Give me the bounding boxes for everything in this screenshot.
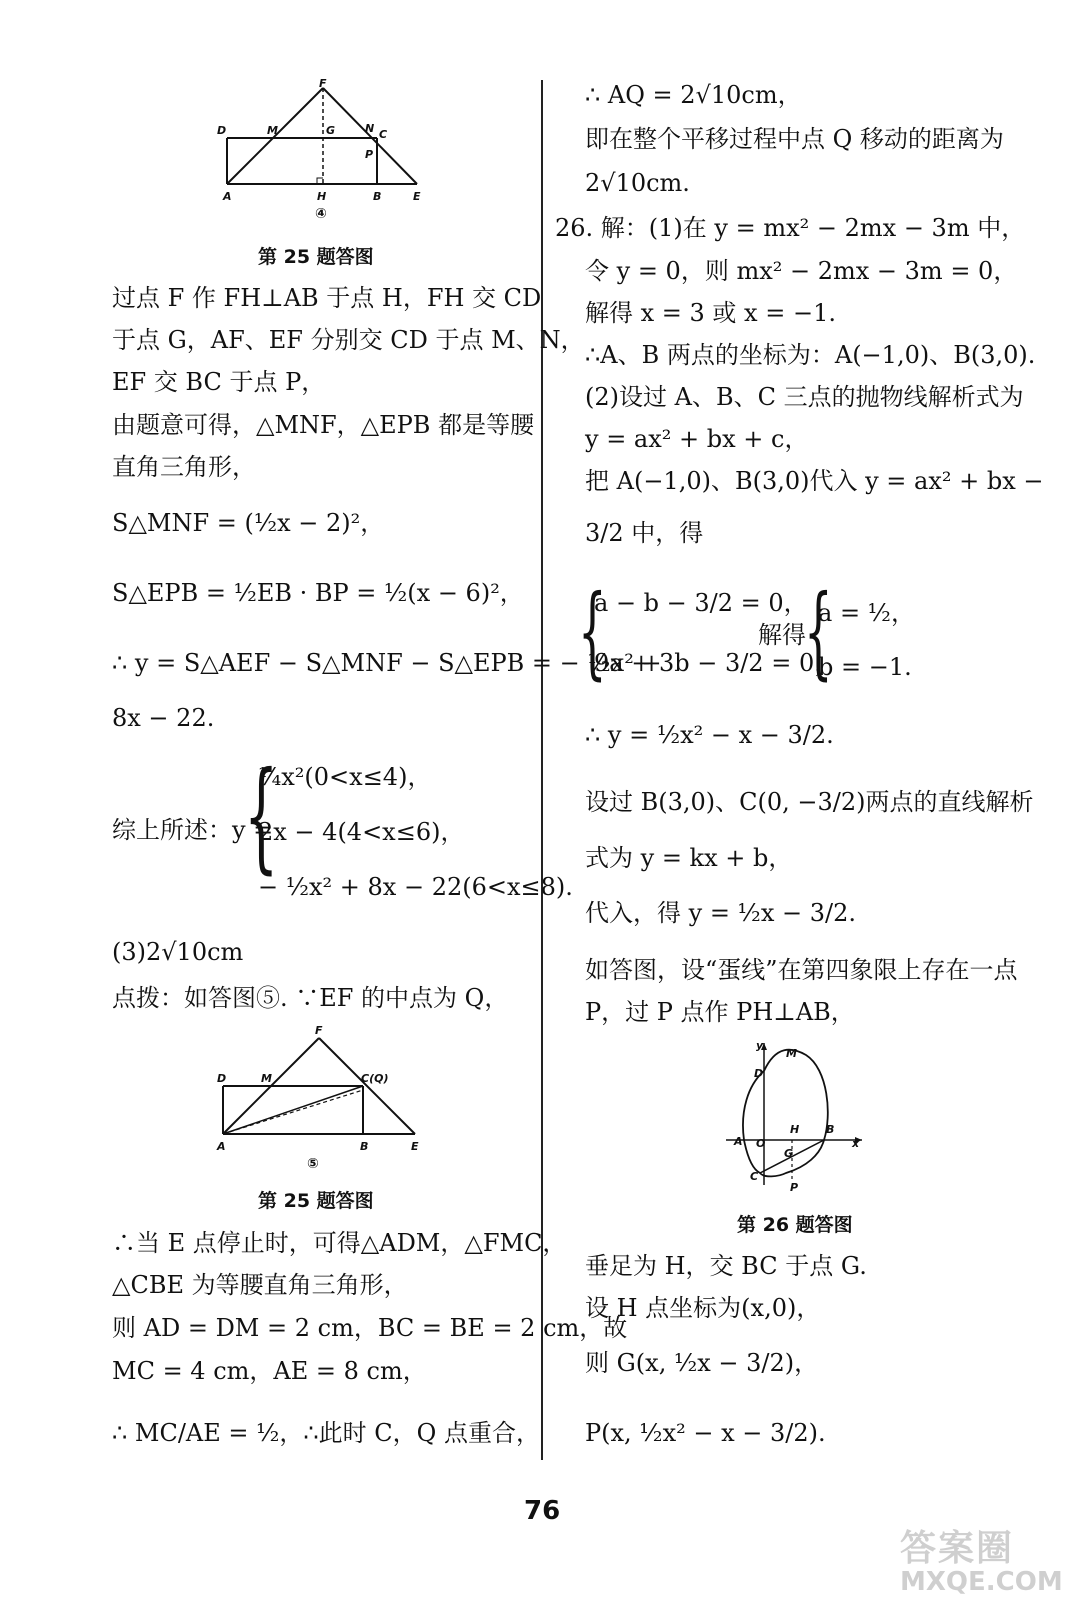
text-line: 则 G(x, ½x − 3/2)， bbox=[585, 1349, 819, 1377]
q26-line: ∴A、B 两点的坐标为：A(−1,0)、B(3,0). bbox=[585, 341, 1036, 369]
formula-line: S△MNF = (½x − 2)²， bbox=[112, 509, 385, 537]
fig5-label: M bbox=[261, 1072, 272, 1085]
text-line: 于点 G，AF、EF 分别交 CD 于点 M、N， bbox=[112, 326, 585, 354]
fig26-label: D bbox=[754, 1067, 764, 1080]
text-line: 直角三角形， bbox=[112, 453, 256, 481]
text-line: ∴ MC/AE = ½，∴此时 C，Q 点重合， bbox=[112, 1419, 540, 1447]
figure-25-5 bbox=[205, 1022, 435, 1172]
q26-line: 26. 解：(1)在 y = mx² − 2mx − 3m 中， bbox=[555, 214, 1026, 242]
watermark-bottom: MXQE.COM bbox=[900, 1567, 1063, 1597]
brace: { bbox=[578, 573, 607, 690]
text-line: P(x, ½x² − x − 3/2). bbox=[585, 1419, 826, 1447]
q26-line: y = ax² + bx + c， bbox=[585, 425, 809, 453]
text-line: ∴当 E 点停止时，可得△ADM，△FMC， bbox=[112, 1229, 567, 1257]
caption-26: 第 26 题答图 bbox=[737, 1214, 853, 1236]
text-line: ∴ y = ½x² − x − 3/2. bbox=[585, 721, 834, 749]
fig5-label: B bbox=[360, 1140, 369, 1153]
system-eq: 9a + 3b − 3/2 = 0， bbox=[594, 649, 839, 677]
q26-line: 令 y = 0，则 mx² − 2mx − 3m = 0， bbox=[585, 257, 1018, 285]
fig26-label: G bbox=[784, 1147, 794, 1160]
fig5-label: C(Q) bbox=[361, 1072, 389, 1085]
fig4-number: ④ bbox=[315, 206, 327, 222]
text-line: ∴ AQ = 2√10cm， bbox=[585, 81, 802, 109]
text-line: P，过 P 点作 PH⊥AB， bbox=[585, 998, 855, 1026]
piecewise-case: − ½x² + 8x − 22(6<x≤8). bbox=[258, 873, 573, 901]
hint-line: 点拨：如答图⑤. ∵EF 的中点为 Q， bbox=[112, 984, 509, 1012]
text-line: MC = 4 cm，AE = 8 cm， bbox=[112, 1357, 427, 1385]
figure-26 bbox=[720, 1035, 870, 1195]
brace: { bbox=[804, 573, 833, 690]
watermark bbox=[900, 1520, 1070, 1597]
fig26-label: O bbox=[756, 1137, 766, 1150]
formula-line: 8x − 22. bbox=[112, 704, 215, 732]
system-solve-label: 解得 bbox=[758, 621, 806, 649]
fig26-label: C bbox=[750, 1170, 759, 1183]
q26-line: (2)设过 A、B、C 三点的抛物线解析式为 bbox=[585, 383, 1024, 411]
fig4-label: E bbox=[413, 190, 421, 203]
fig26-label: M bbox=[786, 1047, 797, 1060]
text-line: 则 AD = DM = 2 cm，BC = BE = 2 cm，故 bbox=[112, 1314, 628, 1342]
fig26-label: y bbox=[756, 1039, 764, 1052]
fig26-label: P bbox=[790, 1181, 799, 1194]
caption-25b: 第 25 题答图 bbox=[258, 1190, 374, 1212]
fig5-label: A bbox=[217, 1140, 226, 1153]
text-line: 如答图，设“蛋线”在第四象限上存在一点 bbox=[585, 956, 1018, 984]
fig4-label: M bbox=[267, 124, 278, 137]
text-line: 2√10cm. bbox=[585, 169, 690, 197]
text-line: 设过 B(3,0)、C(0, −3/2)两点的直线解析 bbox=[585, 788, 1034, 816]
fig4-label: N bbox=[365, 122, 375, 135]
fig4-label: G bbox=[326, 124, 336, 137]
fig5-label: F bbox=[315, 1024, 323, 1037]
page-number: 76 bbox=[524, 1496, 561, 1526]
fig5-label: D bbox=[217, 1072, 227, 1085]
text-line: 代入，得 y = ½x − 3/2. bbox=[585, 899, 856, 927]
text-line: 设 H 点坐标为(x,0)， bbox=[585, 1294, 821, 1322]
fig4-label: C bbox=[379, 128, 388, 141]
watermark-top: 答案圈 bbox=[900, 1528, 1015, 1569]
formula-line: S△EPB = ½EB · BP = ½(x − 6)²， bbox=[112, 579, 524, 607]
piecewise-case: 2x − 4(4<x≤6)， bbox=[258, 818, 465, 846]
fig4-label: F bbox=[319, 78, 327, 90]
system-sol: a = ½， bbox=[818, 599, 915, 627]
fig4-label: H bbox=[317, 190, 327, 203]
fig26-label: x bbox=[852, 1137, 860, 1150]
fig26-label: H bbox=[790, 1123, 800, 1136]
q26-line: 3/2 中，得 bbox=[585, 519, 704, 547]
text-line: 由题意可得，△MNF，△EPB 都是等腰 bbox=[112, 411, 535, 439]
text-line: 过点 F 作 FH⊥AB 于点 H，FH 交 CD bbox=[112, 284, 542, 312]
text-line: △CBE 为等腰直角三角形， bbox=[112, 1271, 408, 1299]
q26-line: 把 A(−1,0)、B(3,0)代入 y = ax² + bx − bbox=[585, 467, 1044, 495]
part3-answer: (3)2√10cm bbox=[112, 938, 244, 966]
fig4-label: B bbox=[373, 190, 382, 203]
summary-label: 综上所述：y = bbox=[112, 816, 274, 844]
fig4-label: A bbox=[223, 190, 232, 203]
text-line: 式为 y = kx + b， bbox=[585, 844, 793, 872]
fig4-label: D bbox=[217, 124, 227, 137]
formula-line: ∴ y = S△AEF − S△MNF − S△EPB = − ½x² + bbox=[112, 649, 662, 677]
fig26-label: A bbox=[734, 1135, 743, 1148]
fig4-label: P bbox=[365, 148, 374, 161]
figure-25-4 bbox=[205, 78, 435, 228]
caption-25a: 第 25 题答图 bbox=[258, 246, 374, 268]
piecewise-case: ¼x²(0<x≤4)， bbox=[258, 763, 432, 791]
brace: { bbox=[244, 747, 279, 886]
text-line: EF 交 BC 于点 P， bbox=[112, 368, 326, 396]
fig5-number: ⑤ bbox=[307, 1156, 319, 1172]
fig5-label: E bbox=[411, 1140, 419, 1153]
text-line: 垂足为 H，交 BC 于点 G. bbox=[585, 1252, 867, 1280]
system-sol: b = −1. bbox=[818, 653, 912, 681]
fig26-label: B bbox=[826, 1123, 835, 1136]
system-eq: a − b − 3/2 = 0， bbox=[594, 589, 808, 617]
text-line: 即在整个平移过程中点 Q 移动的距离为 bbox=[585, 125, 1004, 153]
q26-line: 解得 x = 3 或 x = −1. bbox=[585, 299, 836, 327]
